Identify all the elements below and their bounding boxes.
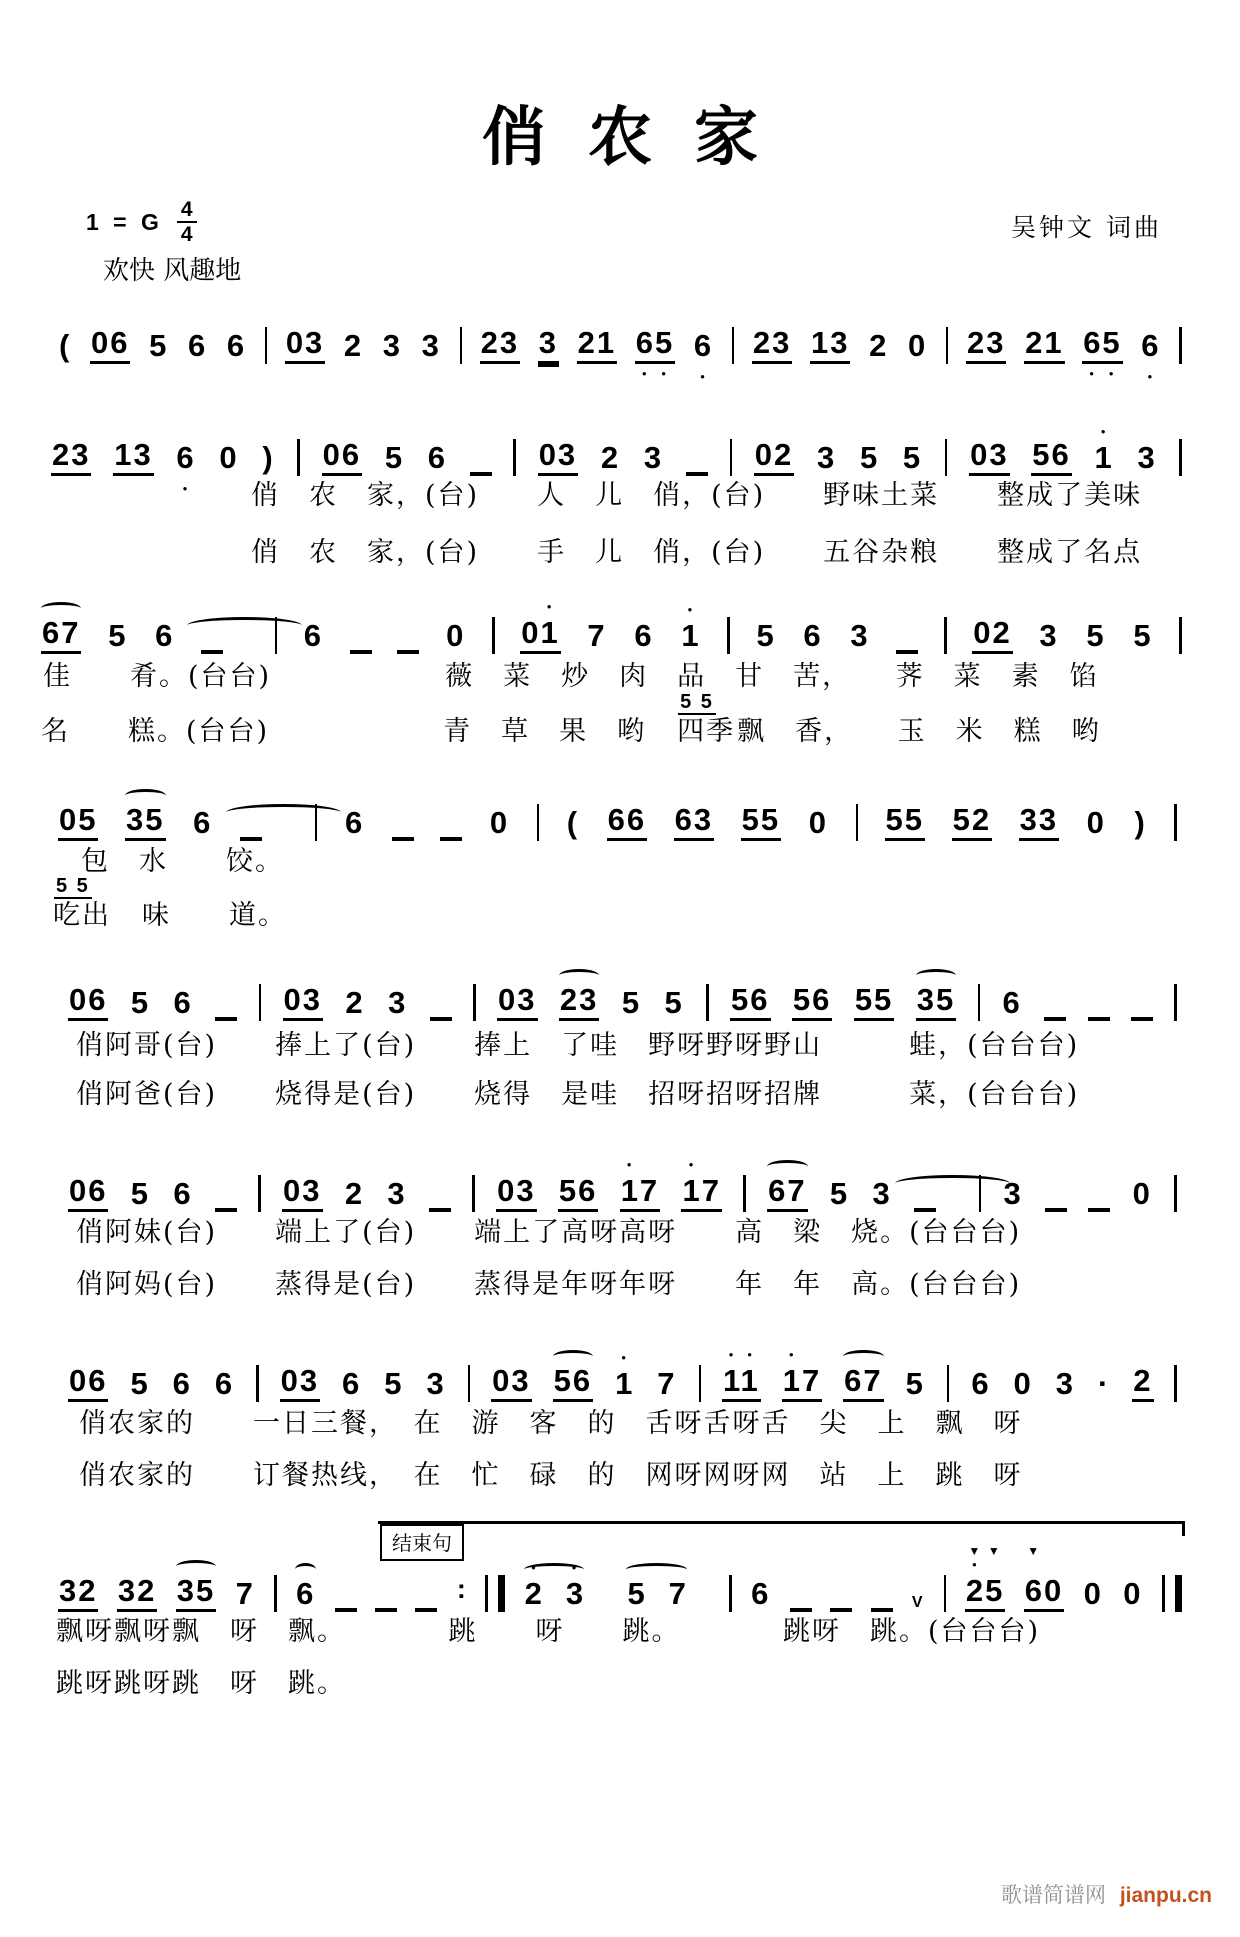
time-signature-numerator: 4	[177, 198, 197, 223]
lyric-line	[75, 1269, 1022, 1300]
note: 5	[384, 440, 405, 476]
note: 0	[1083, 1576, 1103, 1612]
note: 03	[491, 1364, 531, 1402]
grace-notes: 5 5	[56, 875, 90, 897]
note: 35	[916, 983, 956, 1021]
note: 03	[283, 983, 323, 1021]
note: 3	[1137, 440, 1157, 476]
note: 55	[885, 803, 925, 841]
note: 3	[382, 328, 403, 364]
note: 2	[345, 985, 365, 1021]
lyric-line	[250, 480, 1143, 511]
note: 2	[344, 1176, 365, 1212]
note: 6	[1002, 985, 1022, 1021]
duration-dash	[790, 1608, 812, 1612]
note: 6	[634, 618, 654, 654]
note: 6	[296, 1576, 316, 1612]
octave-dot-high: ●	[626, 1160, 634, 1170]
lyric-text: 俏 农 家，(台) 人 儿 俏，(台) 野味土菜 整成了美味	[251, 480, 1143, 511]
note: 0	[1086, 805, 1106, 841]
barline	[856, 804, 859, 841]
note: 06	[68, 1364, 108, 1402]
duration-dash	[896, 650, 918, 654]
barline	[730, 439, 733, 476]
note: 13	[113, 438, 153, 476]
note: 06	[68, 983, 108, 1021]
duration-dash	[1131, 1017, 1153, 1021]
note: 6	[214, 1366, 235, 1402]
note: 5	[1086, 618, 1106, 654]
barline	[1179, 327, 1182, 364]
grace-notes: 5 5	[680, 691, 714, 713]
parenthesis: (	[566, 805, 580, 841]
barline	[729, 1575, 732, 1612]
note: 6	[172, 1366, 192, 1402]
duration-dash	[397, 650, 419, 654]
note: 6 ●	[176, 440, 196, 493]
note: 03	[538, 438, 578, 476]
octave-dot-low: ●	[641, 369, 649, 378]
lyric-line	[42, 661, 1100, 692]
octave-dot-low: ●	[1108, 369, 1116, 378]
note: 5	[384, 1366, 404, 1402]
note: 21	[1024, 326, 1064, 364]
barline	[947, 1365, 950, 1402]
lyric-line	[75, 1217, 1022, 1248]
octave-dot-high: ●	[687, 605, 695, 615]
note: 17 ●	[620, 1174, 660, 1212]
note: 6	[173, 1176, 193, 1212]
note: 5	[756, 618, 776, 654]
barline	[275, 617, 278, 654]
note: 3	[850, 618, 870, 654]
music-line	[55, 1544, 1185, 1612]
duration-dash	[429, 1208, 451, 1212]
barline	[743, 1175, 746, 1212]
note: 23	[480, 326, 520, 364]
duration-dash	[240, 837, 262, 841]
note: 0	[446, 618, 466, 654]
lyric-line	[55, 1668, 347, 1699]
octave-dot-high: ●	[571, 1563, 601, 1573]
accent-mark: ▼	[987, 1544, 1002, 1559]
note: 02	[754, 438, 794, 476]
barline	[256, 1365, 259, 1402]
lyric-text: 味 道。	[113, 900, 287, 931]
note: 56	[730, 983, 770, 1021]
barline	[315, 804, 318, 841]
barline	[297, 439, 300, 476]
note: 56	[1031, 438, 1071, 476]
note: 23	[559, 983, 599, 1021]
note: 03	[280, 1364, 320, 1402]
note: 1 ●	[681, 605, 701, 654]
note: 23	[51, 438, 91, 476]
octave-dot-high: ●	[788, 1350, 796, 1360]
lyric-line	[52, 875, 288, 931]
note: 3	[872, 1176, 892, 1212]
lyric-line	[80, 846, 285, 877]
note: 03	[969, 438, 1009, 476]
lyric-text: 俏阿妈(台) 蒸得是(台) 蒸得是年呀年呀 年 年 高。(台台台)	[76, 1269, 1022, 1300]
note: 65 ● ●	[635, 325, 675, 378]
note: 3	[426, 1366, 446, 1402]
note: 5	[149, 328, 169, 364]
note: 65 ● ●	[1083, 325, 1122, 378]
music-line	[65, 975, 1180, 1021]
note: 3	[816, 440, 837, 476]
lyric-text: 俏 农 家，(台) 手 儿 俏，(台) 五谷杂粮 整成了名点	[251, 537, 1143, 568]
barline	[1174, 804, 1177, 841]
music-line	[55, 795, 1180, 841]
note: 6	[226, 328, 247, 364]
note: 21	[577, 326, 617, 364]
note: 23	[752, 326, 792, 364]
barline	[473, 984, 476, 1021]
note: 06	[322, 438, 362, 476]
barline	[944, 617, 947, 654]
lyric-text	[52, 875, 112, 931]
parenthesis: )	[262, 440, 275, 476]
duration-dash	[415, 1608, 437, 1612]
note: 17 ●	[681, 1174, 721, 1212]
duration-dash	[430, 1017, 452, 1021]
note: 23 ● ●	[524, 1563, 608, 1612]
parenthesis: )	[1134, 805, 1147, 841]
duration-dash	[1088, 1017, 1110, 1021]
note: 67	[767, 1174, 807, 1212]
note: 6	[427, 440, 448, 476]
barline	[1174, 1365, 1177, 1402]
duration-dash	[350, 650, 372, 654]
octave-dot-low: ●	[661, 369, 669, 378]
note: 5	[108, 618, 128, 654]
duration-dash	[392, 837, 414, 841]
note: 56	[792, 983, 832, 1021]
note: 6 ●	[1141, 328, 1161, 381]
note: 6	[193, 805, 213, 841]
note: 6	[155, 618, 175, 654]
note: 6 ●	[693, 328, 714, 381]
note: 17 ●	[782, 1364, 822, 1402]
note: 23	[966, 326, 1006, 364]
duration-dash	[1044, 1017, 1066, 1021]
duration-dash	[335, 1608, 357, 1612]
duration-dash	[201, 650, 223, 654]
note: 2	[1132, 1364, 1153, 1402]
music-line	[38, 602, 1185, 654]
note: 3	[643, 440, 664, 476]
composer-credit: 吴钟文 词曲	[1011, 213, 1162, 242]
note: 25 ● ▼ ▼	[965, 1574, 1005, 1612]
lyric-text: 跳呀跳呀跳 呀 跳。	[56, 1668, 346, 1699]
barline	[259, 984, 262, 1021]
note: 35	[125, 803, 165, 841]
note: 52	[952, 803, 992, 841]
time-signature-denominator: 4	[180, 223, 193, 247]
barline	[1179, 617, 1182, 654]
duration-dash	[375, 1608, 397, 1612]
duration-dash	[1088, 1208, 1110, 1212]
note: 66	[607, 803, 647, 841]
note: 3	[1039, 618, 1059, 654]
note: 03	[285, 326, 325, 364]
barline	[472, 1175, 475, 1212]
music-line	[65, 1160, 1180, 1212]
note: 6	[345, 805, 365, 841]
octave-dot-low: ●	[700, 372, 707, 381]
octave-dot-high: ●	[728, 1350, 736, 1360]
duration-dash	[215, 1017, 237, 1021]
barline	[699, 1365, 702, 1402]
note: 57	[627, 1576, 710, 1612]
note: 35	[176, 1574, 216, 1612]
note: 6	[803, 618, 823, 654]
parenthesis: (	[59, 328, 72, 364]
note: 06	[90, 326, 130, 364]
octave-dot-high: ●	[747, 1350, 755, 1360]
lyric-text: 飘呀飘呀飘 呀 飘。 跳 呀 跳。 跳呀 跳。(台台台)	[56, 1616, 1041, 1647]
lyric-line	[250, 537, 1143, 568]
note: 03	[282, 1174, 322, 1212]
lyric-text: 飘 香， 玉 米 糕 哟	[737, 716, 1101, 747]
note: 56	[553, 1364, 593, 1402]
lyric-text: 佳 肴。(台台) 薇 菜 炒 肉 品 甘 苦， 荠 菜 素 馅	[43, 661, 1099, 692]
note: 5	[130, 985, 151, 1021]
note: 3	[387, 1176, 407, 1212]
lyric-line	[78, 1460, 1024, 1491]
note: 3	[1003, 1176, 1023, 1212]
note: 03	[497, 983, 537, 1021]
lyric-text: 俏阿妹(台) 端上了(台) 端上了高呀高呀 高 梁 烧。(台台台)	[76, 1217, 1022, 1248]
breath-mark: V	[911, 1594, 925, 1612]
note: 5	[829, 1176, 850, 1212]
note: 11 ● ●	[722, 1364, 761, 1402]
barline	[945, 439, 948, 476]
lyric-text: 俏农家的 订餐热线， 在 忙 碌 的 网呀网呀网 站 上 跳 呀	[79, 1460, 1023, 1491]
octave-dot-high: ●	[1100, 427, 1108, 437]
lyric-line	[40, 691, 1102, 747]
barline	[706, 984, 709, 1021]
note: 5	[664, 985, 684, 1021]
repeat-dots: :	[456, 1573, 466, 1604]
barline	[468, 1365, 471, 1402]
duration-dash	[440, 837, 462, 841]
augmentation-dot: ·	[1097, 1366, 1111, 1402]
ending-bracket-line	[378, 1521, 1185, 1524]
key-signature	[86, 198, 197, 246]
note: 5	[1133, 618, 1153, 654]
duration-dash	[830, 1608, 852, 1612]
note: 7	[235, 1576, 255, 1612]
final-barline	[485, 1575, 505, 1612]
duration-dash	[686, 472, 708, 476]
note: 6	[971, 1366, 991, 1402]
octave-dot-high: ●	[531, 1563, 560, 1573]
page-title: 俏农家	[482, 100, 800, 175]
octave-dot-high: ●	[971, 1560, 979, 1570]
duration-dash	[1045, 1208, 1067, 1212]
note: 0	[1123, 1576, 1143, 1612]
note: 0	[1013, 1366, 1033, 1402]
barline	[265, 327, 268, 364]
note: 3	[421, 328, 441, 364]
time-signature	[177, 198, 197, 246]
accent-mark: ▼	[968, 1544, 983, 1559]
duration-dash	[871, 1608, 893, 1612]
note: 5	[859, 440, 880, 476]
note: 2	[869, 328, 889, 364]
lyric-line	[75, 1079, 1080, 1110]
accent-mark: ▼	[1027, 1544, 1042, 1559]
lyric-line	[75, 1030, 1080, 1061]
note: 7	[587, 618, 607, 654]
music-line	[65, 1350, 1180, 1402]
note: 0	[907, 328, 928, 364]
lyric-text: 俏阿爸(台) 烧得是(台) 烧得 是哇 招呀招呀招牌 菜，(台台台)	[76, 1079, 1080, 1110]
note: 3	[538, 326, 559, 364]
octave-dot-high: ●	[688, 1160, 696, 1170]
watermark-site-name: 歌谱简谱网	[1000, 1883, 1106, 1907]
barline	[1179, 439, 1182, 476]
music-line	[48, 427, 1185, 493]
duration-dash	[215, 1208, 237, 1212]
note: 60 ▼	[1024, 1574, 1064, 1612]
note: 6	[187, 328, 208, 364]
note: 06	[68, 1174, 108, 1212]
octave-dot-high: ●	[546, 602, 554, 612]
note: 0	[489, 805, 510, 841]
note: 6	[303, 618, 323, 654]
barline	[727, 617, 730, 654]
duration-dash	[914, 1208, 936, 1212]
note: 2	[600, 440, 621, 476]
note: 1 ●	[1094, 427, 1114, 476]
note: 55	[854, 983, 894, 1021]
ending-bracket	[378, 1521, 1185, 1561]
lyric-text: 吃出	[53, 900, 111, 931]
note: 5	[130, 1366, 150, 1402]
note: 32	[117, 1574, 157, 1612]
note: 63	[674, 803, 714, 841]
note: 02	[972, 616, 1012, 654]
note: 2	[343, 328, 364, 364]
music-line	[55, 318, 1185, 381]
note: 3	[388, 985, 408, 1021]
ending-label: 结束句	[380, 1524, 464, 1561]
octave-dot-high: ●	[621, 1353, 629, 1363]
lyric-text: 名 糕。(台台) 青 草 果 哟	[41, 716, 676, 747]
barline	[946, 327, 949, 364]
watermark-site-link[interactable]: jianpu.cn	[1119, 1884, 1212, 1907]
note: 01 ●	[520, 616, 560, 654]
note: 0	[1132, 1176, 1152, 1212]
note: 5	[621, 985, 642, 1021]
note: 5	[905, 1366, 925, 1402]
barline	[513, 439, 516, 476]
barline	[460, 327, 463, 364]
octave-dot-low: ●	[1089, 369, 1097, 378]
note: 0	[219, 440, 239, 476]
lyric-text: 俏农家的 一日三餐， 在 游 客 的 舌呀舌呀舌 尖 上 飘 呀	[79, 1408, 1023, 1439]
final-barline	[1162, 1575, 1182, 1612]
key-label: 1 = G	[86, 208, 163, 235]
note: 67	[41, 616, 81, 654]
duration-dash	[470, 472, 492, 476]
barline	[732, 327, 735, 364]
note: 3	[1055, 1366, 1075, 1402]
note: 32	[58, 1574, 98, 1612]
note: 56	[558, 1174, 598, 1212]
note: 0	[808, 805, 828, 841]
note: 03	[496, 1174, 536, 1212]
lyric-line	[78, 1408, 1024, 1439]
note: 6	[173, 985, 193, 1021]
barline	[274, 1575, 277, 1612]
barline	[537, 804, 540, 841]
note: 05	[58, 803, 98, 841]
note: 7	[657, 1366, 677, 1402]
note: 33	[1019, 803, 1059, 841]
barline	[1174, 984, 1177, 1021]
note: 1 ●	[615, 1353, 635, 1402]
lyric-text	[676, 691, 736, 747]
barline	[978, 984, 981, 1021]
lyric-text: 包 水 饺。	[81, 846, 284, 877]
watermark	[1001, 1879, 1212, 1909]
note: 5	[130, 1176, 151, 1212]
note: 13	[810, 326, 850, 364]
barline	[258, 1175, 261, 1212]
lyric-line	[55, 1616, 1041, 1647]
octave-dot-low: ●	[182, 484, 190, 493]
note: 5	[902, 440, 923, 476]
note: 6	[342, 1366, 362, 1402]
lyric-text: 俏阿哥(台) 捧上了(台) 捧上 了哇 野呀野呀野山 蛙，(台台台)	[76, 1030, 1080, 1061]
tempo-marking: 欢快 风趣地	[103, 256, 242, 286]
barline	[1174, 1175, 1177, 1212]
barline	[979, 1175, 982, 1212]
note: 67	[843, 1364, 883, 1402]
barline	[492, 617, 495, 654]
barline	[944, 1575, 947, 1612]
octave-dot-low: ●	[1147, 372, 1155, 381]
note: 6	[751, 1576, 771, 1612]
note: 55	[741, 803, 781, 841]
lyric-text: 四季	[677, 716, 736, 747]
